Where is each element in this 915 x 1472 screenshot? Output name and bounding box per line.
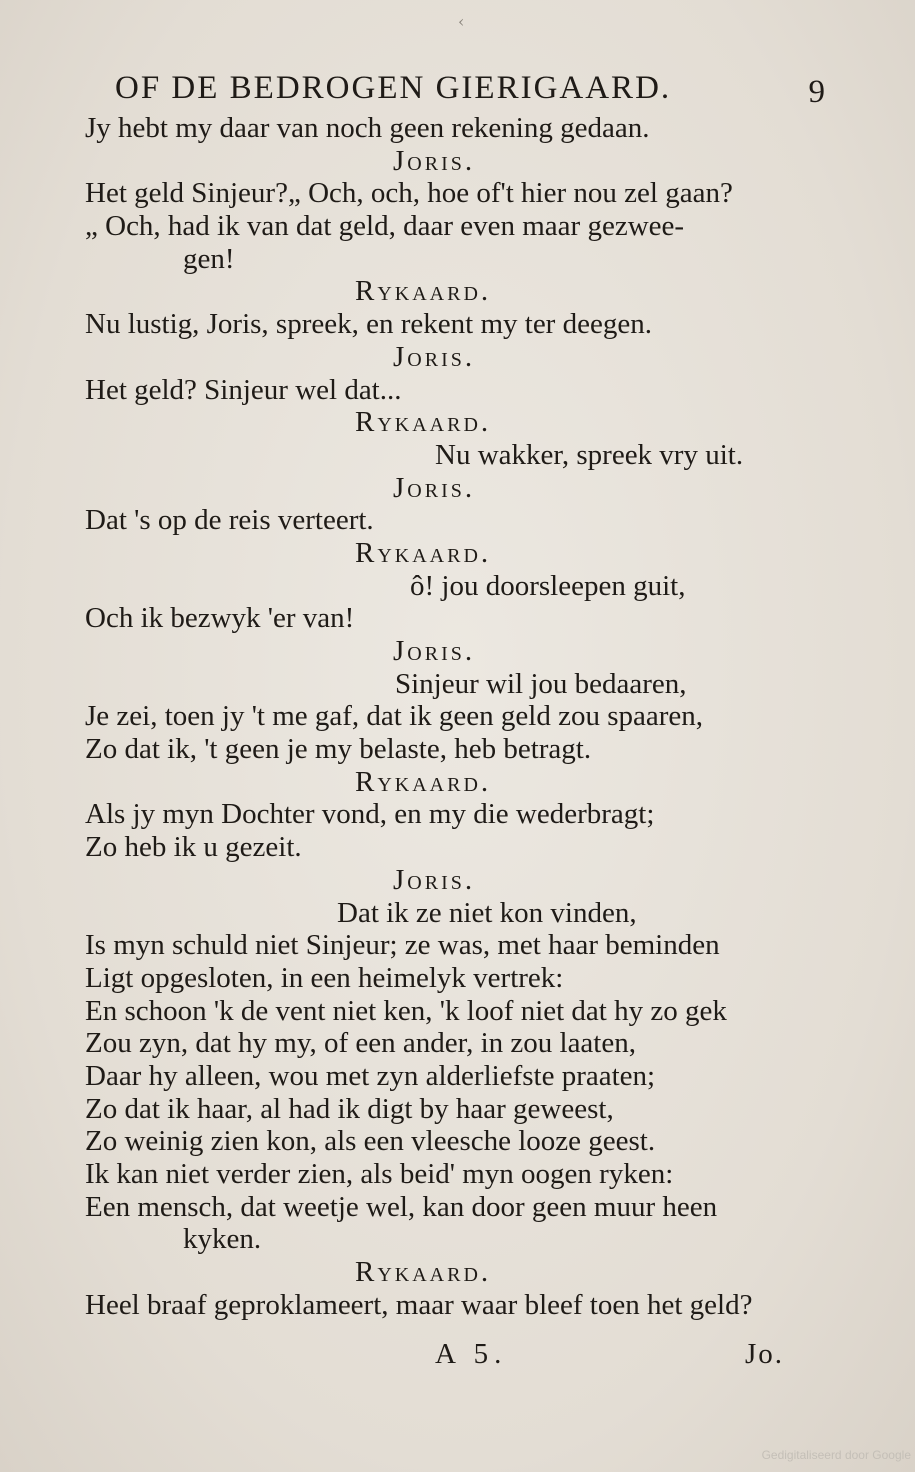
digitization-watermark: Gedigitaliseerd door Google xyxy=(761,1448,911,1462)
verse-line: Het geld? Sinjeur wel dat... xyxy=(85,373,402,406)
verse-line: Zo weinig zien kon, als een vleesche looze geest. xyxy=(85,1125,656,1158)
verse-line: Zo dat ik, 't geen je my belaste, heb betragt. xyxy=(85,733,592,766)
catchword: Jo. xyxy=(745,1338,785,1370)
verse-line: Dat ik ze niet kon vinden, xyxy=(337,896,637,929)
verse-line: Daar hy alleen, wou met zyn alderliefste praaten; xyxy=(85,1059,656,1092)
verse-line: Zo heb ik u gezeit. xyxy=(85,831,302,864)
speaker-name: Rykaard. xyxy=(355,1256,492,1289)
verse-line: Nu lustig, Joris, spreek, en rekent my ter deegen. xyxy=(85,308,652,341)
speaker-name: Rykaard. xyxy=(355,765,492,798)
signature-mark: A 5. xyxy=(435,1338,508,1370)
speaker-name: Rykaard. xyxy=(355,406,492,439)
verse-line: Een mensch, dat weetje wel, kan door geen muur heen xyxy=(85,1190,718,1223)
verse-line: Ligt opgesloten, in een heimelyk vertrek: xyxy=(85,961,564,994)
page-number: 9 xyxy=(808,74,825,110)
page-mark: ‹ xyxy=(458,12,465,31)
verse-line: Dat 's op de reis verteert. xyxy=(85,504,374,537)
verse-line: „ Och, had ik van dat geld, daar even maar gezwee- xyxy=(85,210,685,243)
verse-line: Jy hebt my daar van noch geen rekening gedaan. xyxy=(85,112,650,144)
verse-line: ô! jou doorsleepen guit, xyxy=(410,569,686,602)
speaker-name: Joris. xyxy=(393,340,476,373)
verse-line: Zou zyn, dat hy my, of een ander, in zou laaten, xyxy=(85,1027,636,1060)
speaker-name: Rykaard. xyxy=(355,536,492,569)
verse-line: Zo dat ik haar, al had ik digt by haar geweest, xyxy=(85,1092,614,1125)
speaker-name: Joris. xyxy=(393,635,476,667)
verse-line: Sinjeur wil jou bedaaren, xyxy=(395,667,687,700)
speaker-name: Joris. xyxy=(393,863,476,896)
speaker-name: Joris. xyxy=(393,471,476,504)
verse-line: Het geld Sinjeur?„ Och, och, hoe of't hier nou zel gaan? xyxy=(85,177,733,210)
verse-line: gen! xyxy=(183,242,235,275)
verse-line: En schoon 'k de vent niet ken, 'k loof niet dat hy zo gek xyxy=(85,994,727,1027)
verse-line: Och ik bezwyk 'er van! xyxy=(85,602,355,635)
verse-line: Is myn schuld niet Sinjeur; ze was, met haar beminden xyxy=(85,929,720,962)
verse-line: Je zei, toen jy 't me gaf, dat ik geen geld zou spaaren, xyxy=(85,700,704,733)
running-title: OF DE BEDROGEN GIERIGAARD. xyxy=(115,70,672,106)
speaker-name: Joris. xyxy=(393,144,476,177)
running-header xyxy=(115,70,825,110)
verse-line: kyken. xyxy=(183,1223,262,1256)
verse-line: Heel braaf geproklameert, maar waar bleef toen het geld? xyxy=(85,1288,753,1321)
speaker-name: Rykaard. xyxy=(355,275,492,308)
verse-line: Als jy myn Dochter vond, en my die wederbragt; xyxy=(85,798,655,831)
verse-line: Nu wakker, spreek vry uit. xyxy=(435,438,744,471)
text-body xyxy=(0,112,915,1321)
verse-line: Ik kan niet verder zien, als beid' myn oogen ryken: xyxy=(85,1158,674,1190)
